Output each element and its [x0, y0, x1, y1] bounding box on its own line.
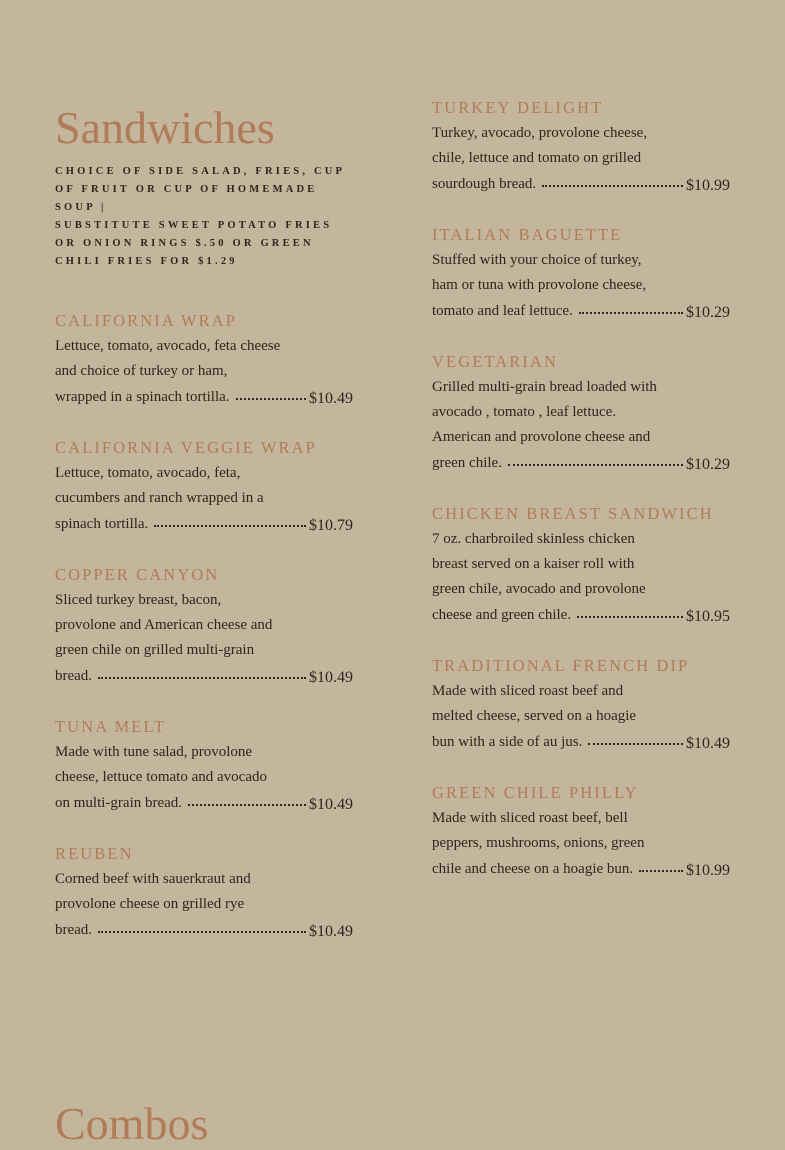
menu-item-description-line: provolone cheese on grilled rye — [55, 896, 245, 912]
menu-item-name: CALIFORNIA VEGGIE WRAP — [55, 438, 317, 457]
menu-item-description-line: peppers, mushrooms, onions, green — [432, 835, 645, 851]
menu-item-price: $10.95 — [686, 608, 730, 625]
dotted-leader — [579, 311, 683, 314]
menu-item-description-line: green chile, avocado and provolone — [432, 581, 646, 597]
menu-item-price-row — [55, 663, 353, 689]
dotted-leader — [542, 184, 683, 187]
menu-item-price: $10.99 — [686, 862, 730, 879]
menu-item-name: REUBEN — [55, 844, 134, 863]
section-note-line: SOUP | — [55, 202, 107, 213]
section-note-line: SUBSTITUTE SWEET POTATO FRIES — [55, 220, 333, 231]
menu-item-price-row — [432, 729, 730, 755]
menu-item — [55, 565, 353, 689]
menu-item-description-line: Made with sliced roast beef and — [432, 683, 624, 699]
menu-item-description-line: cucumbers and ranch wrapped in a — [55, 490, 264, 506]
section-title: Sandwiches — [55, 102, 275, 153]
menu-item-description-line: Corned beef with sauerkraut and — [55, 871, 251, 887]
dotted-leader — [588, 742, 683, 745]
menu-item-price: $10.49 — [309, 390, 353, 407]
section-note-line: OR ONION RINGS $.50 OR GREEN — [55, 238, 314, 249]
menu-item-name: GREEN CHILE PHILLY — [432, 783, 639, 802]
menu-item-description-line: Turkey, avocado, provolone cheese, — [432, 125, 648, 141]
menu-item-description-line: Made with tune salad, provolone — [55, 744, 253, 760]
menu-item — [432, 656, 730, 755]
menu-item — [432, 504, 730, 628]
menu-item-price-row — [55, 917, 353, 943]
menu-item — [432, 352, 730, 476]
menu-item-price-row — [55, 384, 353, 410]
menu-item-description — [432, 527, 730, 628]
menu-item-description — [55, 461, 353, 537]
menu-item — [55, 311, 353, 410]
menu-item-description-line: Lettuce, tomato, avocado, feta, — [55, 465, 241, 481]
menu-item — [55, 717, 353, 816]
menu-item-description-line: chile, lettuce and tomato on grilled — [432, 150, 642, 166]
section-note-line: CHOICE OF SIDE SALAD, FRIES, CUP — [55, 166, 346, 177]
menu-item-description-line: avocado , tomato , leaf lettuce. — [432, 404, 617, 420]
menu-item-description-line: Sliced turkey breast, bacon, — [55, 592, 222, 608]
menu-item-description-line: green chile. — [432, 455, 502, 471]
menu-item-price: $10.49 — [309, 669, 353, 686]
menu-item-price: $10.29 — [686, 304, 730, 321]
menu-item — [432, 98, 730, 197]
menu-item-price: $10.99 — [686, 177, 730, 194]
menu-item-description — [432, 679, 730, 755]
dotted-leader — [508, 463, 683, 466]
menu-item-price-row — [432, 171, 730, 197]
dotted-leader — [188, 803, 306, 806]
menu-item-description — [55, 334, 353, 410]
combos-section-title: Combos — [55, 1098, 209, 1149]
menu-item-name: VEGETARIAN — [432, 352, 558, 371]
menu-item-description-line: cheese, lettuce tomato and avocado — [55, 769, 267, 785]
dotted-leader — [236, 397, 306, 400]
menu-item-description-line: Stuffed with your choice of turkey, — [432, 252, 642, 268]
menu-item-description — [432, 806, 730, 882]
menu-item-description-line: bread. — [55, 922, 93, 938]
section-note-line: CHILI FRIES FOR $1.29 — [55, 256, 238, 267]
menu-item-description-line: ham or tuna with provolone cheese, — [432, 277, 647, 293]
menu-item-price: $10.49 — [686, 735, 730, 752]
menu-item-price-row — [55, 511, 353, 537]
menu-item-description-line: 7 oz. charbroiled skinless chicken — [432, 531, 635, 547]
menu-item-description-line: on multi-grain bread. — [55, 795, 183, 811]
dotted-leader — [154, 524, 306, 527]
menu-item-description-line: provolone and American cheese and — [55, 617, 273, 633]
menu-item-description — [432, 248, 730, 324]
menu-item-price-row — [55, 790, 353, 816]
menu-item-name: TRADITIONAL FRENCH DIP — [432, 656, 690, 675]
dotted-leader — [98, 676, 306, 679]
menu-item-description-line: cheese and green chile. — [432, 607, 572, 623]
menu-item-name: CHICKEN BREAST SANDWICH — [432, 504, 714, 523]
section-note-line: OF FRUIT OR CUP OF HOMEMADE — [55, 184, 318, 195]
menu-item-name: TUNA MELT — [55, 717, 167, 736]
menu-item-name: TURKEY DELIGHT — [432, 98, 604, 117]
menu-item — [432, 783, 730, 882]
menu-item-description-line: spinach tortilla. — [55, 516, 149, 532]
menu-item-description-line: Grilled multi-grain bread loaded with — [432, 379, 657, 395]
menu-item-description-line: tomato and leaf lettuce. — [432, 303, 573, 319]
menu-item-description-line: melted cheese, served on a hoagie — [432, 708, 637, 724]
menu-item-name: CALIFORNIA WRAP — [55, 311, 238, 330]
dotted-leader — [577, 615, 683, 618]
menu-item-description-line: chile and cheese on a hoagie bun. — [432, 861, 634, 877]
menu-item-description-line: and choice of turkey or ham, — [55, 363, 228, 379]
menu-item-description-line: bun with a side of au jus. — [432, 734, 583, 750]
menu-item-price: $10.49 — [309, 796, 353, 813]
menu-item-price: $10.29 — [686, 456, 730, 473]
menu-item — [55, 844, 353, 943]
menu-item-description-line: wrapped in a spinach tortilla. — [55, 389, 230, 405]
menu-item-description-line: American and provolone cheese and — [432, 429, 651, 445]
menu-item-price-row — [432, 450, 730, 476]
menu-item — [55, 438, 353, 537]
menu-item-description-line: green chile on grilled multi-grain — [55, 642, 255, 658]
menu-item-name: ITALIAN BAGUETTE — [432, 225, 623, 244]
menu-item-price-row — [432, 298, 730, 324]
menu-item-price: $10.79 — [309, 517, 353, 534]
menu-item-price-row — [432, 856, 730, 882]
menu-item-description-line: sourdough bread. — [432, 176, 537, 192]
menu-item-description-line: Made with sliced roast beef, bell — [432, 810, 628, 826]
dotted-leader — [639, 869, 683, 872]
menu-item — [432, 225, 730, 324]
dotted-leader — [98, 930, 306, 933]
menu-item-description — [432, 121, 730, 197]
menu-item-description-line: breast served on a kaiser roll with — [432, 556, 635, 572]
menu-item-description-line: bread. — [55, 668, 93, 684]
section-note — [55, 163, 355, 271]
menu-item-description — [432, 375, 730, 476]
menu-item-price: $10.49 — [309, 923, 353, 940]
menu-item-description — [55, 740, 353, 816]
menu-item-description — [55, 867, 353, 943]
menu-item-price-row — [432, 602, 730, 628]
menu-item-description-line: Lettuce, tomato, avocado, feta cheese — [55, 338, 281, 354]
menu-item-description — [55, 588, 353, 689]
menu-item-name: COPPER CANYON — [55, 565, 220, 584]
